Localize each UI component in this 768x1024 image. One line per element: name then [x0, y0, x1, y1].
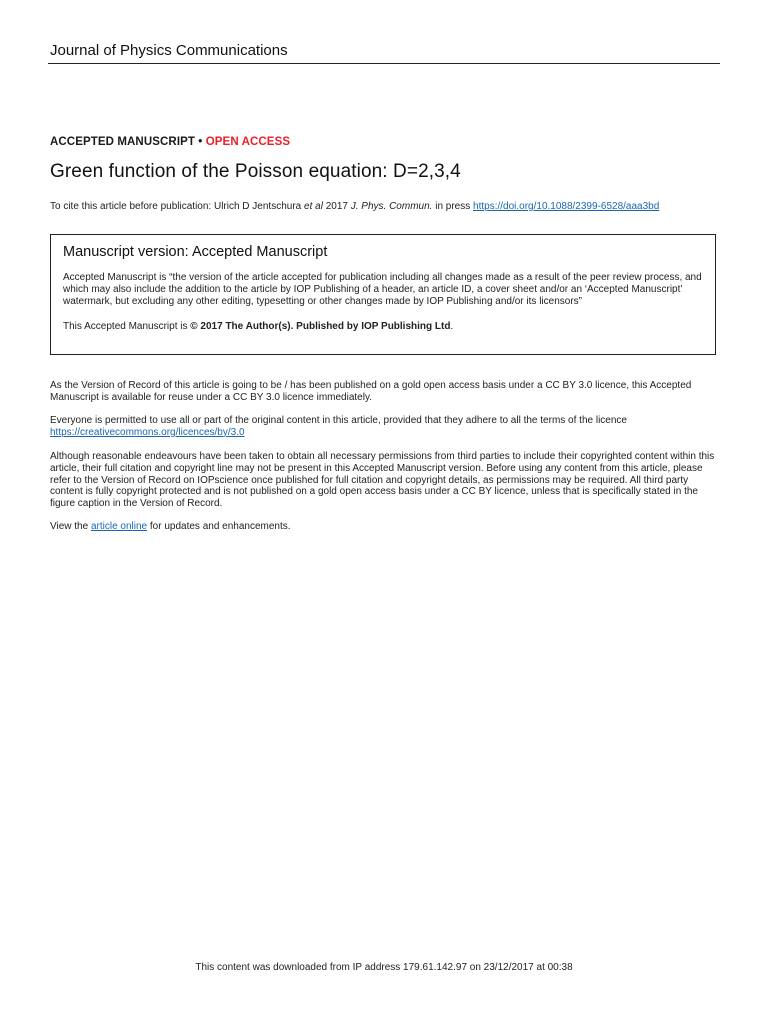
version-of-record-paragraph: As the Version of Record of this article is going to be / has been published on a gold open access basis under a CC BY 3.0 licence, this Accepted Manuscript is available for reuse under a CC BY 3.0 licence immediately. [50, 380, 692, 403]
article-title: Green function of the Poisson equation: D=2,3,4 [50, 161, 461, 182]
citation-year: 2017 [322, 201, 351, 212]
citation-suffix: in press [432, 201, 474, 212]
download-footer: This content was downloaded from IP address 179.61.142.97 on 23/12/2017 at 00:38 [195, 962, 573, 973]
permission-text: Everyone is permitted to use all or part of the original content in this article, provided that they adhere to all the terms of the licence [50, 415, 627, 426]
accepted-manuscript-definition: Accepted Manuscript is “the version of the article accepted for publication including all changes made as a result of the peer review process, and which may also include the addition to the article by IOP Publishing of a header, an article ID, a cover sheet and/or an ‘Accepted Manuscript’ watermark, but excluding any other editing, typesetting or other changes made by IOP Publishing and/or its licensors” [63, 272, 702, 307]
manuscript-status [50, 136, 290, 148]
header-divider [48, 63, 720, 64]
accepted-manuscript-label: ACCEPTED MANUSCRIPT [50, 136, 196, 148]
status-separator: • [195, 136, 206, 148]
citation-prefix: To cite this article before publication: Ulrich D Jentschura [50, 201, 305, 212]
copyright-suffix: . [450, 321, 454, 332]
doi-link[interactable]: https://doi.org/10.1088/2399-6528/aaa3bd [473, 201, 660, 212]
licence-paragraph [50, 415, 720, 439]
copyright-statement [63, 321, 453, 332]
view-online-paragraph [50, 521, 720, 533]
view-suffix: for updates and enhancements. [147, 521, 291, 532]
copyright-prefix: This Accepted Manuscript is [63, 321, 191, 332]
copyright-holder: © 2017 The Author(s). Published by IOP Publishing Ltd [190, 321, 451, 332]
licence-link[interactable]: https://creativecommons.org/licences/by/3.0 [50, 426, 245, 438]
third-party-paragraph: Although reasonable endeavours have been taken to obtain all necessary permissions from third parties to include their copyrighted content within this article, their full citation and copyright line may not be present in this Accepted Manuscript version. Before using any content from this article, please refer to the Version of Record on IOPscience once published for full citation and copyright details, as permissions may be required. All third party content is fully copyright protected and is not published on a gold open access basis under a CC BY licence, unless that is specifically stated in the figure caption in the Version of Record. [50, 451, 715, 510]
citation-journal: J. Phys. Commun. [350, 201, 433, 212]
journal-name: Journal of Physics Communications [50, 42, 288, 59]
manuscript-version-heading: Manuscript version: Accepted Manuscript [63, 244, 328, 260]
manuscript-version-box [50, 234, 716, 355]
citation-line [50, 201, 659, 212]
article-online-link[interactable]: article online [90, 521, 148, 532]
citation-et-al: et al [304, 201, 323, 212]
view-prefix: View the [50, 521, 91, 532]
open-access-label: OPEN ACCESS [205, 136, 291, 148]
